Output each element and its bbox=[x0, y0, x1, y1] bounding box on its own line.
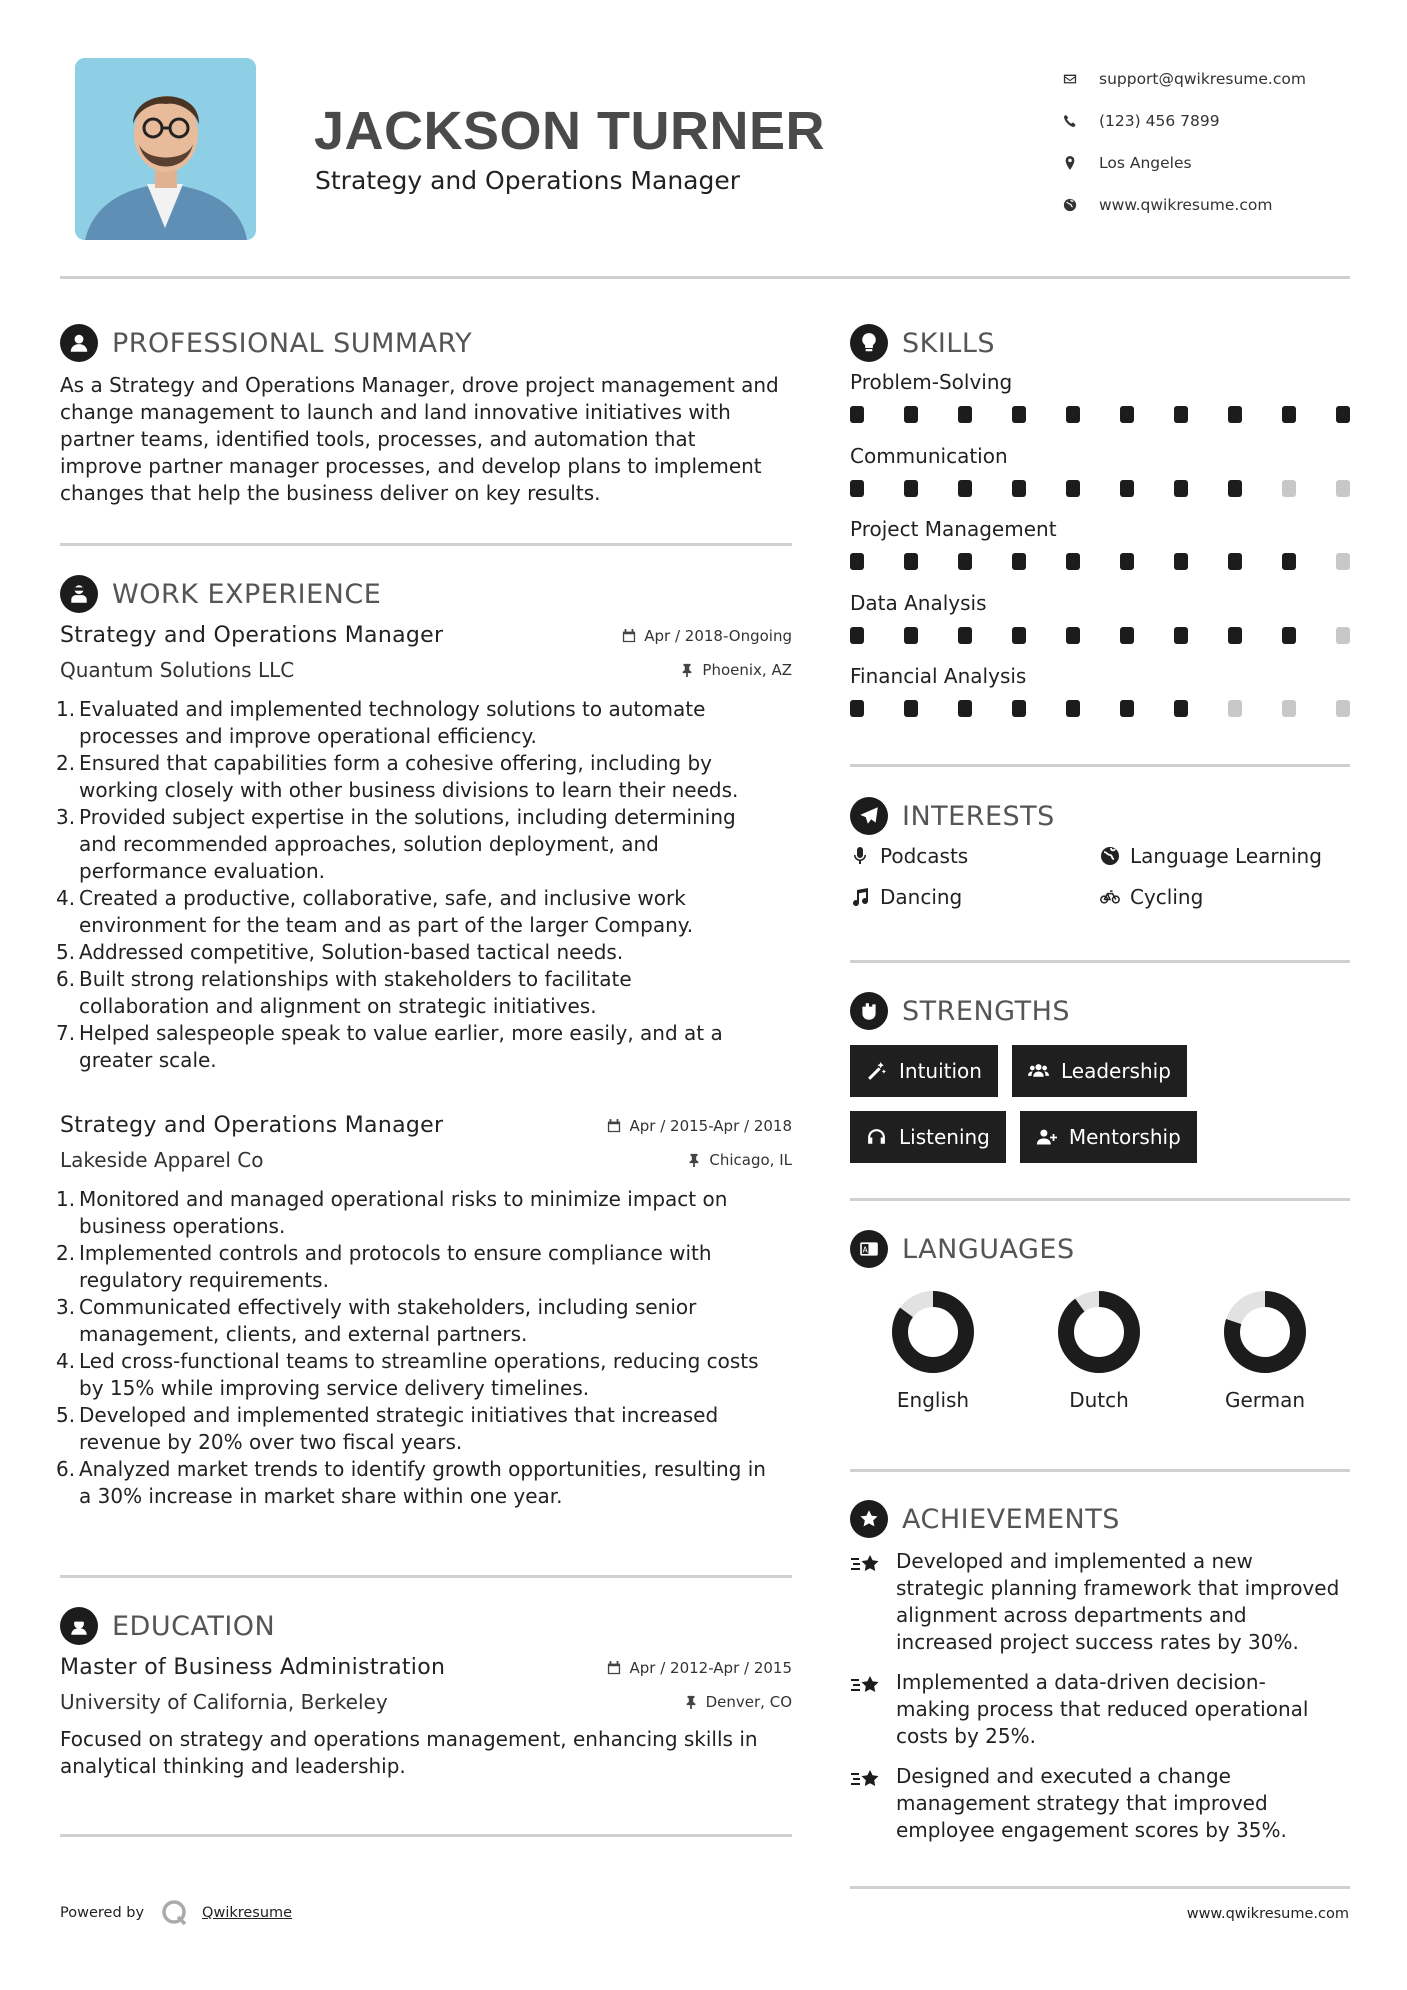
language-level-ring bbox=[891, 1290, 975, 1374]
users-icon bbox=[1028, 1061, 1049, 1082]
skill-dot bbox=[1282, 627, 1296, 644]
job-achievements-list bbox=[56, 696, 792, 1074]
skill-dot bbox=[1282, 553, 1296, 570]
skill-dot bbox=[1012, 406, 1026, 423]
skill-dot bbox=[958, 553, 972, 570]
user-plus-icon bbox=[1036, 1127, 1057, 1148]
skill-dot bbox=[1066, 627, 1080, 644]
skill-rating bbox=[850, 406, 1350, 423]
language-item: Dutch bbox=[1016, 1290, 1182, 1412]
list-item: 4. Led cross-functional teams to streamline operations, reducing costs by 15% while improving service delivery timelines. bbox=[56, 1349, 759, 1400]
education-location: Denver, CO bbox=[684, 1693, 792, 1711]
skill-dot bbox=[958, 700, 972, 717]
achievements-list bbox=[850, 1548, 1360, 1857]
skill-dot bbox=[1066, 406, 1080, 423]
education-date: Apr / 2012-Apr / 2015 bbox=[607, 1659, 792, 1677]
skill-dot bbox=[1282, 700, 1296, 717]
qwikresume-logo-icon bbox=[160, 1898, 190, 1928]
school-name: University of California, Berkeley bbox=[60, 1690, 388, 1714]
skill-dot bbox=[904, 553, 918, 570]
job-entry-1 bbox=[56, 623, 792, 1074]
languages-list bbox=[850, 1290, 1350, 1412]
footer-powered-by: Powered by Qwikresume bbox=[60, 1898, 292, 1928]
list-item: 3. Communicated effectively with stakeholders, including senior management, clients, and external partners. bbox=[56, 1295, 697, 1346]
job-achievements-list bbox=[56, 1186, 792, 1510]
skill-rating bbox=[850, 553, 1350, 570]
skill-item: Problem-Solving bbox=[850, 370, 1350, 444]
skill-rating bbox=[850, 480, 1350, 497]
job-date: Apr / 2018-Ongoing bbox=[622, 627, 792, 645]
achievement-item: Developed and implemented a new strategic planning framework that improved alignment across departments and increased project success rates by 30%. bbox=[850, 1548, 1360, 1656]
strength-chip: Leadership bbox=[1012, 1045, 1187, 1097]
list-item: 7. Helped salespeople speak to value earlier, more easily, and at a greater scale. bbox=[56, 1021, 723, 1072]
skill-dot bbox=[1282, 480, 1296, 497]
interest-item: Podcasts bbox=[850, 844, 1100, 868]
summary-heading: PROFESSIONAL SUMMARY bbox=[60, 324, 472, 362]
map-marker-icon bbox=[1063, 156, 1099, 170]
strength-chip: Intuition bbox=[850, 1045, 998, 1097]
list-item: 6. Analyzed market trends to identify growth opportunities, resulting in a 30% increase in market share within one year. bbox=[56, 1457, 766, 1508]
education-description: Focused on strategy and operations management, enhancing skills in analytical thinking and leadership. bbox=[60, 1727, 758, 1778]
strength-chip: Listening bbox=[850, 1111, 1006, 1163]
pushpin-icon bbox=[687, 1153, 701, 1167]
skill-dot bbox=[1012, 627, 1026, 644]
skill-dot bbox=[1336, 480, 1350, 497]
paper-plane-icon bbox=[850, 797, 888, 835]
skill-dot bbox=[958, 406, 972, 423]
skill-dot bbox=[1120, 700, 1134, 717]
achievements-heading: ACHIEVEMENTS bbox=[850, 1500, 1120, 1538]
skill-dot bbox=[850, 700, 864, 717]
bicycle-icon bbox=[1100, 887, 1120, 907]
skill-dot bbox=[1120, 627, 1134, 644]
skill-dot bbox=[1120, 480, 1134, 497]
pushpin-icon bbox=[684, 1695, 698, 1709]
microphone-icon bbox=[850, 846, 870, 866]
skill-dot bbox=[958, 480, 972, 497]
skill-dot bbox=[1336, 406, 1350, 423]
globe-icon bbox=[1063, 198, 1099, 212]
footer-site-link[interactable]: www.qwikresume.com bbox=[1186, 1906, 1349, 1922]
star-badge-icon bbox=[850, 1500, 888, 1538]
language-level-ring bbox=[1057, 1290, 1141, 1374]
profile-photo bbox=[75, 58, 256, 240]
contact-list bbox=[1063, 58, 1393, 226]
skill-dot bbox=[850, 553, 864, 570]
skill-dot bbox=[1012, 700, 1026, 717]
shooting-star-icon bbox=[850, 1763, 896, 1844]
achievement-item: Implemented a data-driven decision- making process that reduced operational costs by 25%. bbox=[850, 1669, 1360, 1750]
contact-phone[interactable]: (123) 456 7899 bbox=[1063, 100, 1393, 142]
phone-icon bbox=[1063, 114, 1099, 128]
skill-dot bbox=[1120, 553, 1134, 570]
skill-item: Communication bbox=[850, 444, 1350, 518]
shooting-star-icon bbox=[850, 1548, 896, 1656]
experience-divider bbox=[60, 1575, 792, 1578]
skill-dot bbox=[1174, 553, 1188, 570]
headphones-icon bbox=[866, 1127, 887, 1148]
job-location: Chicago, IL bbox=[687, 1151, 792, 1169]
achievements-divider bbox=[850, 1886, 1350, 1889]
contact-email[interactable]: support@qwikresume.com bbox=[1063, 58, 1393, 100]
list-item: 2. Ensured that capabilities form a cohesive offering, including by working closely with other business divisions to learn their needs. bbox=[56, 751, 739, 802]
skill-dot bbox=[904, 480, 918, 497]
strengths-heading: STRENGTHS bbox=[850, 992, 1070, 1030]
calendar-icon bbox=[607, 1119, 621, 1133]
skill-item: Financial Analysis bbox=[850, 664, 1350, 738]
education-entry bbox=[60, 1655, 792, 1780]
job-company: Lakeside Apparel Co bbox=[60, 1148, 264, 1172]
skill-dot bbox=[1336, 553, 1350, 570]
skill-dot bbox=[1066, 480, 1080, 497]
interests-divider bbox=[850, 960, 1350, 963]
language-icon bbox=[850, 1230, 888, 1268]
language-level-ring bbox=[1223, 1290, 1307, 1374]
calendar-icon bbox=[607, 1661, 621, 1675]
magic-wand-icon bbox=[866, 1061, 887, 1082]
skill-dot bbox=[904, 700, 918, 717]
interest-item: Language Learning bbox=[1100, 844, 1350, 868]
job-title: Strategy and Operations Manager bbox=[60, 1113, 444, 1138]
job-location: Phoenix, AZ bbox=[680, 661, 792, 679]
skill-dot bbox=[850, 406, 864, 423]
languages-divider bbox=[850, 1469, 1350, 1472]
list-item: 2. Implemented controls and protocols to ensure compliance with regulatory requirements. bbox=[56, 1241, 712, 1292]
job-entry-2 bbox=[56, 1113, 792, 1510]
degree-title: Master of Business Administration bbox=[60, 1655, 446, 1680]
strength-chip: Mentorship bbox=[1020, 1111, 1197, 1163]
interest-item: Dancing bbox=[850, 885, 1100, 909]
list-item: 1. Monitored and managed operational risks to minimize impact on business operations. bbox=[56, 1187, 728, 1238]
candidate-title: Strategy and Operations Manager bbox=[315, 166, 741, 195]
list-item: 3. Provided subject expertise in the solutions, including determining and recommended approaches, solution deployment, and performance evaluation. bbox=[56, 805, 736, 883]
list-item: 4. Created a productive, collaborative, safe, and inclusive work environment for the team and as part of the larger Company. bbox=[56, 886, 694, 937]
skill-dot bbox=[1282, 406, 1296, 423]
interests-list bbox=[850, 844, 1350, 909]
skills-heading: SKILLS bbox=[850, 324, 995, 362]
skill-dot bbox=[1228, 627, 1242, 644]
calendar-icon bbox=[622, 629, 636, 643]
skill-dot bbox=[1228, 553, 1242, 570]
summary-text: As a Strategy and Operations Manager, drove project management and change management to launch and land innovative initiatives with partner teams, identified tools, processes, and automation that improve partner manager processes, and develop plans to implement changes that help the business deliver on key results. bbox=[60, 373, 779, 505]
skill-dot bbox=[904, 406, 918, 423]
skills-divider bbox=[850, 764, 1350, 767]
skill-rating bbox=[850, 700, 1350, 717]
skill-dot bbox=[1336, 700, 1350, 717]
skills-list bbox=[850, 370, 1350, 738]
header-divider bbox=[60, 276, 1350, 279]
user-icon bbox=[60, 324, 98, 362]
skill-dot bbox=[850, 480, 864, 497]
language-item: German bbox=[1182, 1290, 1348, 1412]
skill-dot bbox=[1012, 480, 1026, 497]
qwikresume-link[interactable]: Qwikresume bbox=[202, 1905, 293, 1921]
strengths-list bbox=[850, 1045, 1370, 1177]
interests-heading: INTERESTS bbox=[850, 797, 1055, 835]
skill-dot bbox=[1120, 406, 1134, 423]
achievement-item: Designed and executed a change management strategy that improved employee engagement scores by 35%. bbox=[850, 1763, 1360, 1844]
list-item: 6. Built strong relationships with stakeholders to facilitate collaboration and alignment on strategic initiatives. bbox=[56, 967, 632, 1018]
svg-text:A: A bbox=[862, 1245, 868, 1255]
languages-heading: A LANGUAGES bbox=[850, 1230, 1075, 1268]
skill-dot bbox=[1336, 627, 1350, 644]
job-title: Strategy and Operations Manager bbox=[60, 623, 444, 648]
skill-dot bbox=[1228, 700, 1242, 717]
skill-dot bbox=[850, 627, 864, 644]
list-item: 5. Developed and implemented strategic initiatives that increased revenue by 20% over two fiscal years. bbox=[56, 1403, 719, 1454]
skill-dot bbox=[1066, 553, 1080, 570]
list-item: 5. Addressed competitive, Solution-based tactical needs. bbox=[56, 940, 624, 964]
skill-dot bbox=[1012, 553, 1026, 570]
candidate-name: JACKSON TURNER bbox=[314, 101, 826, 161]
list-item: 1. Evaluated and implemented technology solutions to automate processes and improve operational efficiency. bbox=[56, 697, 706, 748]
user-tie-icon bbox=[60, 575, 98, 613]
strengths-divider bbox=[850, 1198, 1350, 1201]
skill-dot bbox=[1066, 700, 1080, 717]
lightbulb-icon bbox=[850, 324, 888, 362]
skill-dot bbox=[1174, 700, 1188, 717]
summary-divider bbox=[60, 543, 792, 546]
contact-location: Los Angeles bbox=[1063, 142, 1393, 184]
fist-icon bbox=[850, 992, 888, 1030]
skill-item: Data Analysis bbox=[850, 591, 1350, 665]
graduate-icon bbox=[60, 1607, 98, 1645]
interest-item: Cycling bbox=[1100, 885, 1350, 909]
skill-dot bbox=[1174, 480, 1188, 497]
job-date: Apr / 2015-Apr / 2018 bbox=[607, 1117, 792, 1135]
skill-dot bbox=[904, 627, 918, 644]
language-item: English bbox=[850, 1290, 1016, 1412]
education-heading: EDUCATION bbox=[60, 1607, 275, 1645]
skill-item: Project Management bbox=[850, 517, 1350, 591]
shooting-star-icon bbox=[850, 1669, 896, 1750]
job-company: Quantum Solutions LLC bbox=[60, 658, 295, 682]
skill-dot bbox=[1174, 627, 1188, 644]
skill-dot bbox=[1228, 406, 1242, 423]
skill-dot bbox=[958, 627, 972, 644]
pushpin-icon bbox=[680, 663, 694, 677]
language-level-arc bbox=[1066, 1299, 1132, 1365]
contact-website[interactable]: www.qwikresume.com bbox=[1063, 184, 1393, 226]
skill-dot bbox=[1174, 406, 1188, 423]
music-icon bbox=[850, 887, 870, 907]
experience-heading: WORK EXPERIENCE bbox=[60, 575, 381, 613]
skill-rating bbox=[850, 627, 1350, 644]
envelope-icon bbox=[1063, 72, 1099, 86]
education-divider bbox=[60, 1834, 792, 1837]
skill-dot bbox=[1228, 480, 1242, 497]
globe-icon bbox=[1100, 846, 1120, 866]
